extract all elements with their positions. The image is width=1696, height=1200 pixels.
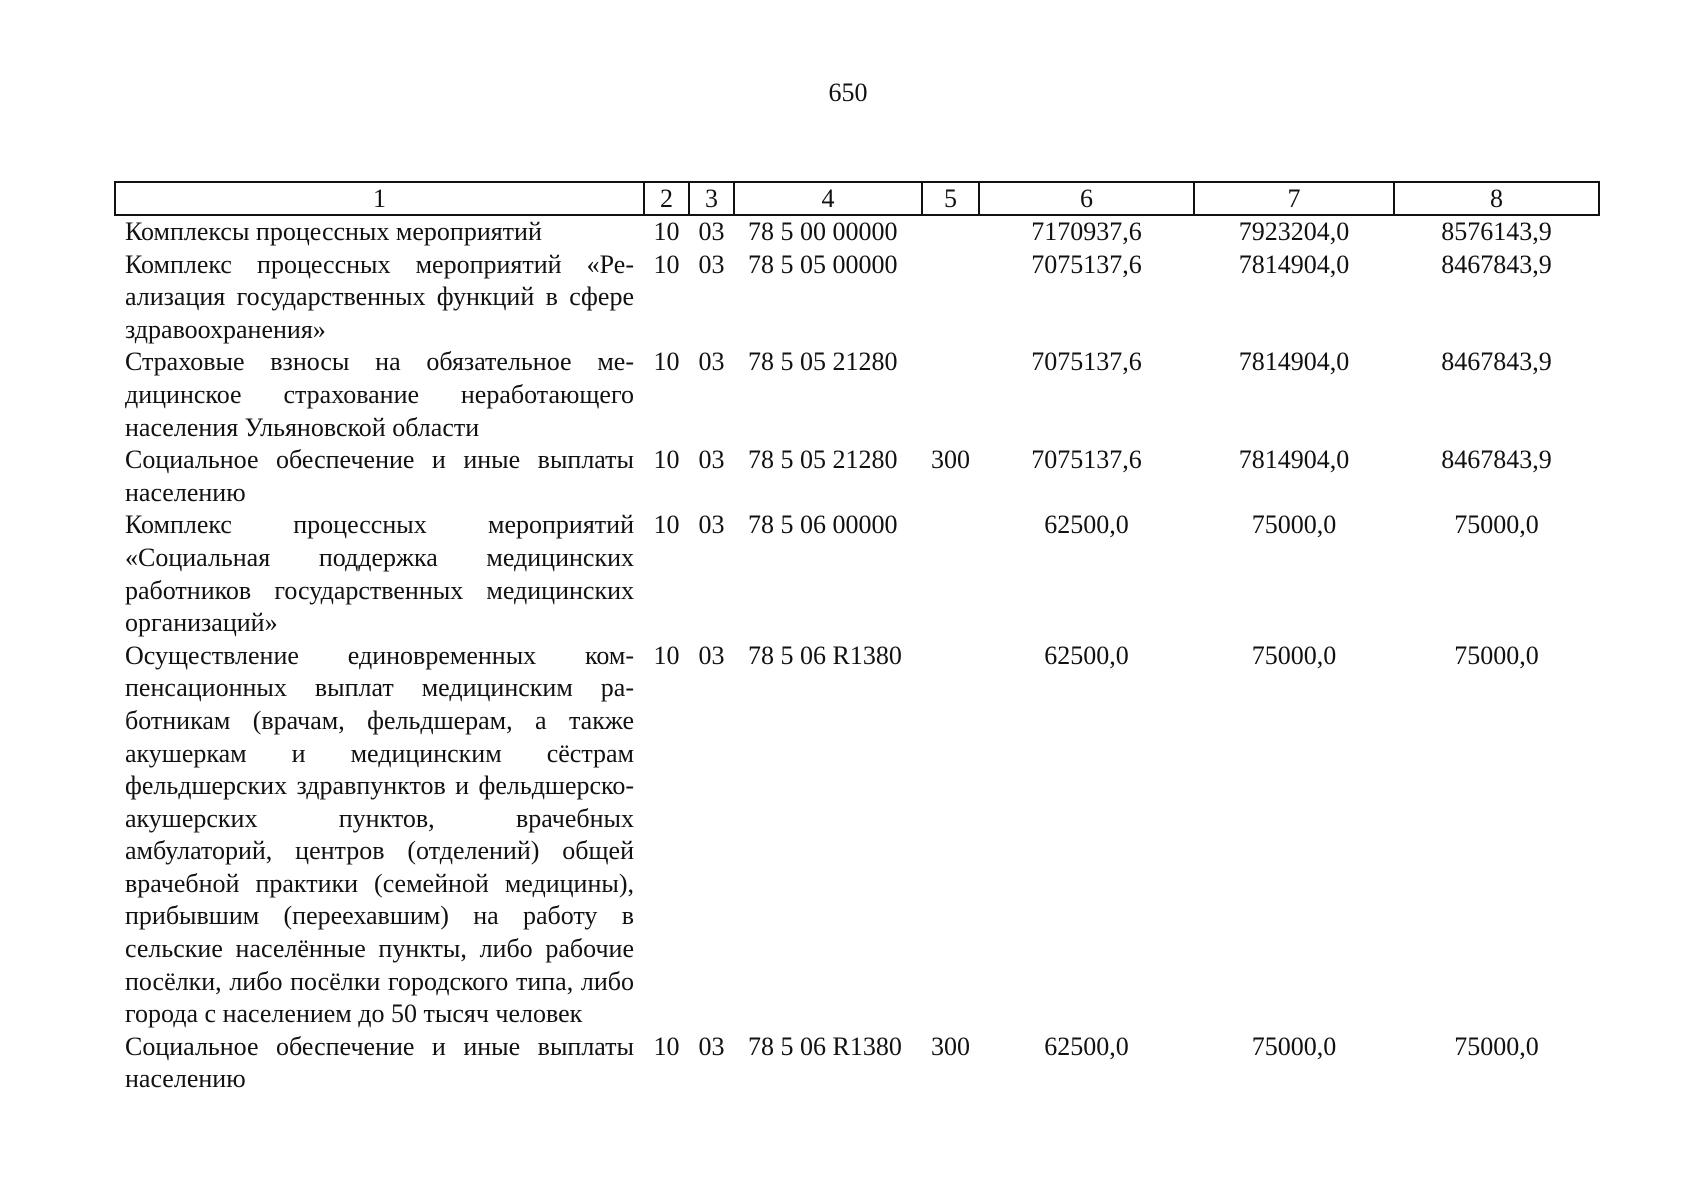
row-subsection: 03 <box>698 640 725 670</box>
table-row <box>115 1031 1599 1096</box>
column-header-3: 3 <box>689 182 734 215</box>
row-expense-type <box>922 249 979 347</box>
row-subsection: 03 <box>698 249 725 279</box>
budget-table <box>114 181 1600 1096</box>
row-sum-col8: 75000,0 <box>1454 640 1539 670</box>
row-name: Комплекс процессных мероприятий «Реализация государственных функций в сфере здравоохранения» <box>125 249 634 344</box>
row-sum-col6: 7075137,6 <box>1031 445 1142 475</box>
column-header-5: 5 <box>922 182 979 215</box>
column-header-4: 4 <box>734 182 922 215</box>
row-sum-col8: 75000,0 <box>1454 510 1539 540</box>
row-section: 10 <box>653 510 680 540</box>
row-name: Комплексы процессных мероприятий <box>125 217 542 246</box>
row-target-article: 78 5 05 21280 <box>748 347 898 377</box>
row-target-article: 78 5 06 R1380 <box>748 640 902 670</box>
row-sum-col7: 7814904,0 <box>1238 249 1350 279</box>
row-sum-col7: 7814904,0 <box>1238 445 1350 475</box>
column-header-7: 7 <box>1194 182 1394 215</box>
table-row <box>115 509 1599 639</box>
row-subsection: 03 <box>698 510 725 540</box>
row-section: 10 <box>653 640 680 670</box>
row-subsection: 03 <box>698 347 725 377</box>
row-target-article: 78 5 05 21280 <box>748 445 898 475</box>
row-sum-col8: 8576143,9 <box>1441 217 1552 246</box>
row-expense-type <box>922 346 979 444</box>
row-section: 10 <box>653 347 680 377</box>
row-sum-col8: 75000,0 <box>1454 1031 1539 1061</box>
row-sum-col7: 75000,0 <box>1251 640 1337 670</box>
row-name: Комплекс процессных мероприятий «Социальная поддержка медицинских работников государственных медицинских организаций» <box>125 510 634 638</box>
row-name: Страховые взносы на обязательное медицинское страхование неработающего населения Ульяновской области <box>125 347 634 442</box>
row-target-article: 78 5 05 00000 <box>748 249 898 279</box>
row-subsection: 03 <box>698 1031 725 1061</box>
row-sum-col8: 8467843,9 <box>1441 249 1552 279</box>
row-sum-col7: 75000,0 <box>1251 1031 1337 1061</box>
column-header-2: 2 <box>644 182 689 215</box>
row-expense-type <box>922 640 979 1031</box>
table-row <box>115 346 1599 444</box>
row-expense-type <box>922 509 979 639</box>
table-row <box>115 640 1599 1031</box>
row-section: 10 <box>653 217 680 246</box>
table-row <box>115 215 1599 249</box>
row-name: Социальное обеспечение и иные выплаты населению <box>125 445 634 507</box>
column-header-6: 6 <box>979 182 1194 215</box>
row-sum-col7: 75000,0 <box>1251 510 1337 540</box>
row-target-article: 78 5 00 00000 <box>748 217 898 246</box>
row-subsection: 03 <box>698 445 725 475</box>
row-section: 10 <box>653 1031 680 1061</box>
row-target-article: 78 5 06 00000 <box>748 510 898 540</box>
row-sum-col6: 62500,0 <box>1044 640 1129 670</box>
table-header-row <box>115 182 1599 215</box>
row-subsection: 03 <box>698 217 725 246</box>
row-section: 10 <box>653 445 680 475</box>
row-target-article: 78 5 06 R1380 <box>748 1031 902 1061</box>
table-row <box>115 444 1599 509</box>
row-sum-col6: 62500,0 <box>1044 1031 1129 1061</box>
row-expense-type: 300 <box>931 445 970 475</box>
row-name: Осуществление единовременных компенсационных выплат медицинским работникам (врачам, фельдшерам, а также акушеркам и медицинским сёстрам фельдшерских здравпунктов и фельдшерско-акушерских пунктов, врачебных амбулаторий, центров (отделений) общей врачебной практики (семейной медицины), прибывшим (переехавшим) на работу в сельские населённые пункты, либо рабочие посёлки, либо посёлки городского типа, либо города с населением до 50 тысяч человек <box>125 640 634 1029</box>
row-name: Социальное обеспечение и иные выплаты населению <box>125 1031 634 1094</box>
row-expense-type: 300 <box>931 1031 970 1061</box>
row-sum-col6: 7075137,6 <box>1031 249 1142 279</box>
table-row <box>115 249 1599 347</box>
row-sum-col8: 8467843,9 <box>1441 347 1552 377</box>
row-sum-col7: 7814904,0 <box>1238 347 1350 377</box>
row-sum-col8: 8467843,9 <box>1441 445 1552 475</box>
row-sum-col6: 62500,0 <box>1044 510 1129 540</box>
row-sum-col6: 7075137,6 <box>1031 347 1142 377</box>
row-section: 10 <box>653 249 680 279</box>
page-number: 650 <box>828 78 868 107</box>
column-header-1: 1 <box>115 182 644 215</box>
column-header-8: 8 <box>1394 182 1599 215</box>
row-sum-col6: 7170937,6 <box>1031 217 1142 246</box>
row-expense-type <box>922 215 979 249</box>
row-sum-col7: 7923204,0 <box>1238 217 1350 246</box>
